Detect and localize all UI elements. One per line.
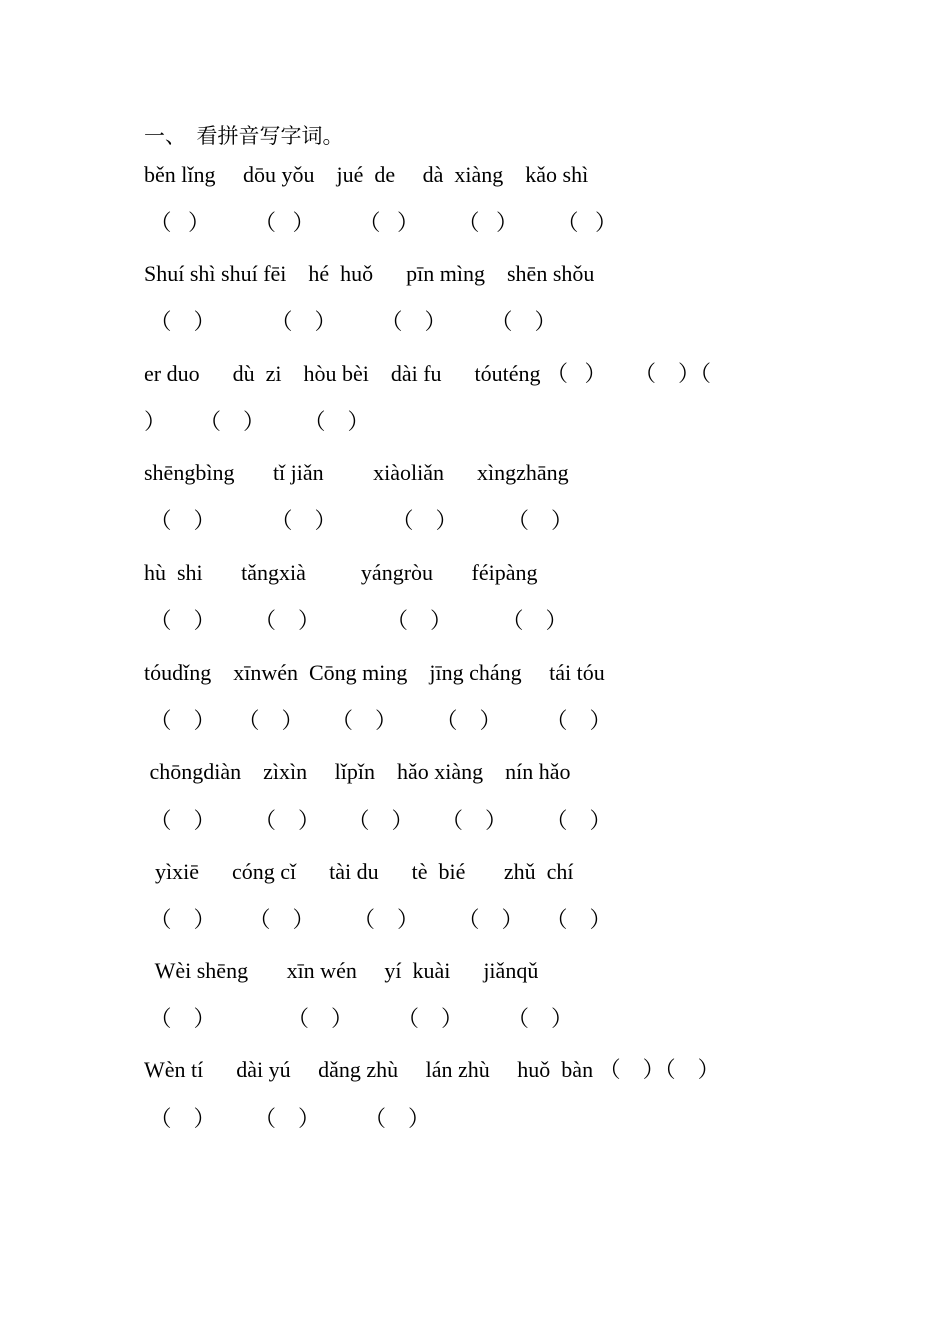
answer-blanks-line[interactable]: （ ） （ ） （ ） <box>144 1106 431 1131</box>
pinyin-line: Wèn tí dài yú dǎng zhù lán zhù huǒ bàn （ ）（ ） <box>144 1057 720 1082</box>
answer-blanks-line[interactable]: ） （ ） （ ） <box>144 409 370 434</box>
answer-blanks-line[interactable]: （ ） （ ） （ ） （ ） （ ） <box>144 210 618 235</box>
pinyin-line: chōngdiàn zìxìn lǐpǐn hǎo xiàng nín hǎo <box>144 759 571 784</box>
answer-blanks-line[interactable]: （ ） （ ） （ ） （ ） <box>144 309 557 334</box>
pinyin-line: tóudǐng xīnwén Cōng ming jīng cháng tái tóu <box>144 660 605 685</box>
pinyin-line: Shuí shì shuí fēi hé huǒ pīn mìng shēn shǒu <box>144 261 595 286</box>
answer-blanks-line[interactable]: （ ） （ ） （ ） （ ） （ ） <box>144 808 612 833</box>
answer-blanks-line[interactable]: （ ） （ ） （ ） （ ） （ ） <box>144 907 612 932</box>
answer-blanks-line[interactable]: （ ） （ ） （ ） （ ） <box>144 508 574 533</box>
pinyin-line: Wèi shēng xīn wén yí kuài jiǎnqǔ <box>144 958 539 983</box>
pinyin-line: běn lǐng dōu yǒu jué de dà xiàng kǎo shì <box>144 162 589 187</box>
answer-blanks-line[interactable]: （ ） （ ） （ ） （ ） （ ） <box>144 708 612 733</box>
pinyin-line: er duo dù zi hòu bèi dài fu tóuténg （ ） （ ）（ <box>144 361 712 386</box>
answer-blanks-line[interactable]: （ ） （ ） （ ） （ ） <box>144 608 568 633</box>
pinyin-line: yìxiē cóng cǐ tài du tè bié zhǔ chí <box>144 859 574 884</box>
pinyin-line: shēngbìng tǐ jiǎn xiàoliǎn xìngzhāng <box>144 460 569 485</box>
exercise-heading: 一、 看拼音写字词。 <box>144 124 344 148</box>
answer-blanks-line[interactable]: （ ） （ ） （ ） （ ） <box>144 1006 574 1031</box>
pinyin-line: hù shi tǎngxià yángròu féipàng <box>144 560 538 585</box>
